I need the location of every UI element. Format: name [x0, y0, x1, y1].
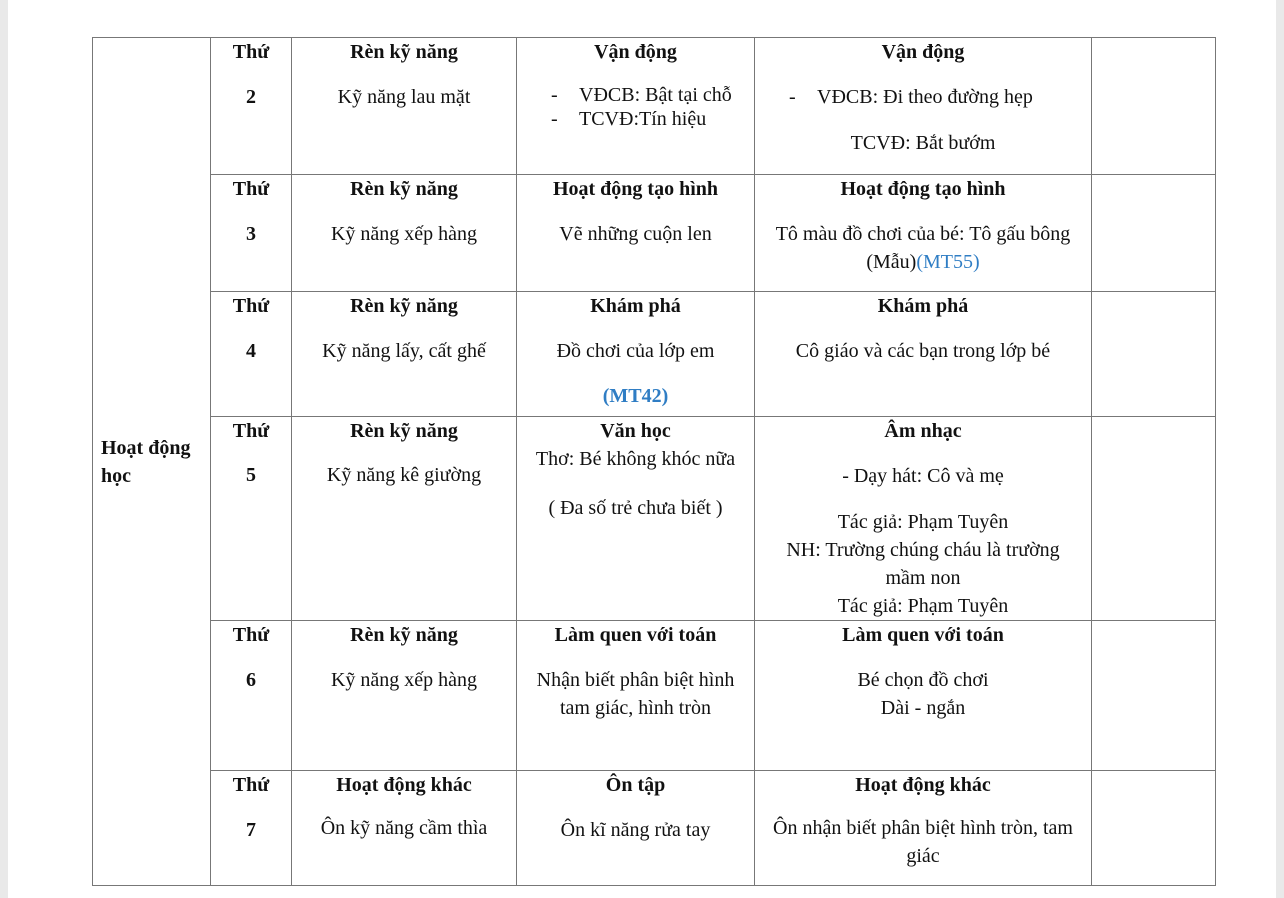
cell-title: Làm quen với toán	[842, 624, 1004, 646]
day-prefix: Thứ	[232, 178, 270, 200]
cell-title: Khám phá	[590, 295, 681, 317]
empty-cell	[1092, 38, 1216, 175]
day-prefix: Thứ	[232, 295, 270, 317]
section-label	[93, 38, 211, 886]
dash-list	[525, 83, 746, 131]
day-cell	[211, 175, 292, 292]
cell-text: Kỹ năng kê giường	[326, 464, 482, 486]
cell-text: Vẽ những cuộn len	[559, 223, 712, 245]
cell-text: Dài - ngắn	[880, 697, 966, 719]
skill-cell	[292, 771, 517, 886]
activity-cell	[517, 175, 755, 292]
activity-cell	[517, 621, 755, 771]
list-item: - TCVĐ:Tín hiệu	[551, 108, 707, 130]
cell-title: Âm nhạc	[884, 420, 962, 442]
day-prefix: Thứ	[232, 41, 270, 63]
cell-title: Vận động	[594, 41, 677, 63]
section-label-text: Hoạt động học	[101, 436, 191, 487]
activity-cell	[517, 771, 755, 886]
skill-cell	[292, 621, 517, 771]
list-item: - VĐCB: Bật tại chỗ	[551, 84, 732, 106]
day-cell	[211, 292, 292, 417]
cell-title: Rèn kỹ năng	[350, 41, 458, 63]
cell-text: - Dạy hát: Cô và mẹ	[842, 465, 1004, 487]
activity-cell	[755, 771, 1092, 886]
skill-cell	[292, 292, 517, 417]
cell-text: Tác giả: Phạm Tuyên	[837, 595, 1009, 617]
day-number: 7	[246, 819, 256, 841]
cell-text: Ôn nhận biết phân biệt hình tròn, tam giác	[773, 817, 1073, 867]
cell-text: Thơ: Bé không khóc nữa	[535, 448, 736, 470]
empty-cell	[1092, 621, 1216, 771]
cell-text: Tô màu đồ chơi của bé: Tô gấu bông (Mẫu)(MT55)	[775, 223, 1071, 273]
day-prefix: Thứ	[232, 420, 270, 442]
cell-title: Vận động	[881, 41, 965, 63]
cell-title: Văn học	[600, 420, 671, 442]
day-number: 4	[246, 340, 256, 362]
cell-title: Làm quen với toán	[554, 624, 717, 646]
day-number: 5	[246, 464, 256, 486]
table-row	[93, 621, 1216, 771]
skill-cell	[292, 417, 517, 621]
cell-text: TCVĐ: Bắt bướm	[850, 132, 996, 154]
day-cell	[211, 38, 292, 175]
table-row	[93, 771, 1216, 886]
day-number: 3	[246, 223, 256, 245]
empty-cell	[1092, 771, 1216, 886]
cell-title: Hoạt động khác	[855, 774, 991, 796]
skill-cell	[292, 38, 517, 175]
day-number: 6	[246, 669, 256, 691]
cell-text: Bé chọn đồ chơi	[857, 669, 989, 691]
activity-cell	[755, 292, 1092, 417]
day-cell	[211, 771, 292, 886]
cell-title: Rèn kỹ năng	[350, 420, 458, 442]
cell-title: Hoạt động tạo hình	[552, 178, 719, 200]
cell-text: Nhận biết phân biệt hình tam giác, hình tròn	[536, 669, 735, 719]
table-row	[93, 417, 1216, 621]
cell-note: ( Đa số trẻ chưa biết )	[548, 497, 723, 519]
day-cell	[211, 417, 292, 621]
activity-cell	[755, 621, 1092, 771]
activity-cell	[517, 292, 755, 417]
cell-text: Kỹ năng lấy, cất ghế	[322, 340, 486, 362]
cell-text: Đồ chơi của lớp em	[556, 340, 715, 362]
cell-text: Kỹ năng xếp hàng	[330, 669, 478, 691]
objective-code: (MT55)	[916, 251, 980, 273]
cell-title: Rèn kỹ năng	[350, 624, 458, 646]
day-cell	[211, 621, 292, 771]
cell-title: Khám phá	[877, 295, 969, 317]
list-item: - VĐCB: Đi theo đường hẹp	[789, 86, 1033, 108]
activity-cell	[517, 38, 755, 175]
cell-title: Hoạt động khác	[336, 774, 472, 796]
day-prefix: Thứ	[232, 774, 270, 796]
cell-text: Kỹ năng xếp hàng	[330, 223, 478, 245]
skill-cell	[292, 175, 517, 292]
cell-text: Ôn kĩ năng rửa tay	[560, 819, 711, 841]
table-row	[93, 292, 1216, 417]
objective-code: (MT42)	[602, 385, 669, 407]
empty-cell	[1092, 292, 1216, 417]
cell-title: Hoạt động tạo hình	[840, 178, 1006, 200]
cell-text: NH: Trường chúng cháu là trường mầm non	[786, 539, 1060, 589]
cell-title: Rèn kỹ năng	[350, 295, 458, 317]
table-row	[93, 38, 1216, 175]
cell-text: Cô giáo và các bạn trong lớp bé	[795, 340, 1051, 362]
table-row	[93, 175, 1216, 292]
dash-list	[763, 83, 1083, 111]
cell-text: Ôn kỹ năng cầm thìa	[320, 817, 488, 839]
activity-cell	[755, 417, 1092, 621]
activity-cell	[755, 175, 1092, 292]
day-number: 2	[246, 86, 256, 108]
cell-title: Rèn kỹ năng	[350, 178, 458, 200]
cell-text: Tác giả: Phạm Tuyên	[837, 511, 1009, 533]
empty-cell	[1092, 175, 1216, 292]
day-prefix: Thứ	[232, 624, 270, 646]
activity-cell	[517, 417, 755, 621]
cell-title: Ôn tập	[605, 774, 666, 796]
schedule-table	[92, 37, 1216, 886]
document-page	[8, 0, 1276, 898]
activity-cell	[755, 38, 1092, 175]
cell-text: Kỹ năng lau mặt	[337, 86, 471, 108]
empty-cell	[1092, 417, 1216, 621]
